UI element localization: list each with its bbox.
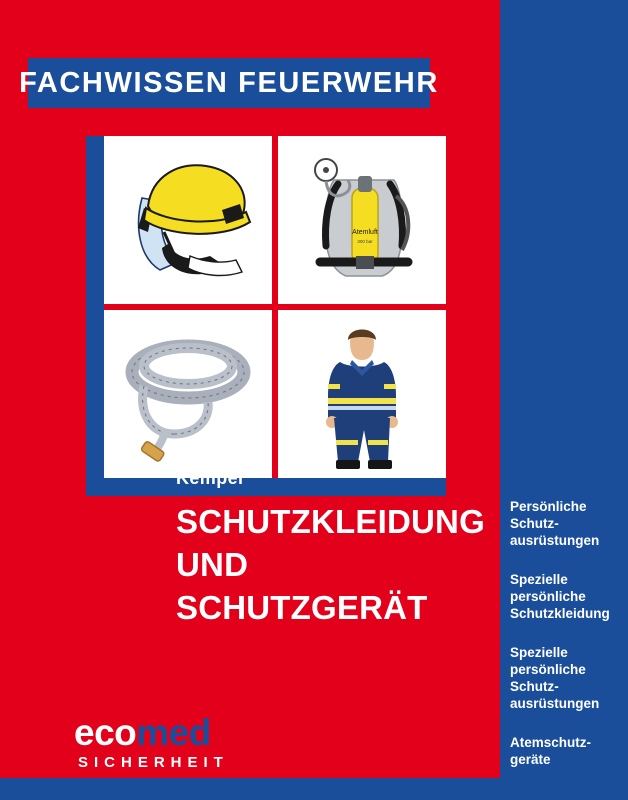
publisher-tagline: SICHERHEIT <box>78 754 229 771</box>
firefighter-helmet-icon <box>104 136 272 304</box>
author-name: Kemper <box>176 468 246 488</box>
publisher-name-eco: eco <box>74 712 137 753</box>
firefighter-suit-icon <box>278 310 446 478</box>
topic-3-line-4: ausrüstungen <box>510 696 600 711</box>
topic-item-3 <box>510 644 628 712</box>
publisher-logo <box>74 714 254 771</box>
photo-firefighter-suit <box>278 310 446 478</box>
title-line-3: SCHUTZGERÄT <box>176 589 428 626</box>
photo-grid <box>104 136 446 478</box>
photo-breathing-apparatus <box>278 136 446 304</box>
rescue-rope-icon <box>104 310 272 478</box>
topic-3-line-3: Schutz- <box>510 679 559 694</box>
topic-1-line-3: ausrüstungen <box>510 533 600 548</box>
breathing-apparatus-icon <box>278 136 446 304</box>
title-line-2: UND <box>176 546 249 583</box>
title-line-1: SCHUTZKLEIDUNG <box>176 503 485 540</box>
topic-list <box>500 498 628 790</box>
series-title: FACHWISSEN FEUERWEHR <box>19 66 439 99</box>
photo-rescue-rope <box>104 310 272 478</box>
publisher-name <box>74 714 254 752</box>
topic-3-line-1: Spezielle <box>510 645 568 660</box>
topic-item-1 <box>510 498 628 549</box>
topic-2-line-3: Schutzkleidung <box>510 606 610 621</box>
svg-text:300 bar: 300 bar <box>357 239 373 244</box>
page-title <box>176 500 485 629</box>
topic-item-2 <box>510 571 628 622</box>
publisher-name-med: med <box>136 712 211 753</box>
series-title-bar <box>19 58 439 108</box>
topic-1-line-1: Persönliche <box>510 499 587 514</box>
topic-2-line-2: persönliche <box>510 589 586 604</box>
topic-3-line-2: persönliche <box>510 662 586 677</box>
svg-text:Atemluft: Atemluft <box>352 229 378 236</box>
topic-1-line-2: Schutz- <box>510 516 559 531</box>
photo-firefighter-helmet <box>104 136 272 304</box>
topic-4-line-1: Atemschutz- <box>510 735 592 750</box>
topic-2-line-1: Spezielle <box>510 572 568 587</box>
topic-4-line-2: geräte <box>510 752 551 767</box>
topic-item-4 <box>510 734 628 768</box>
